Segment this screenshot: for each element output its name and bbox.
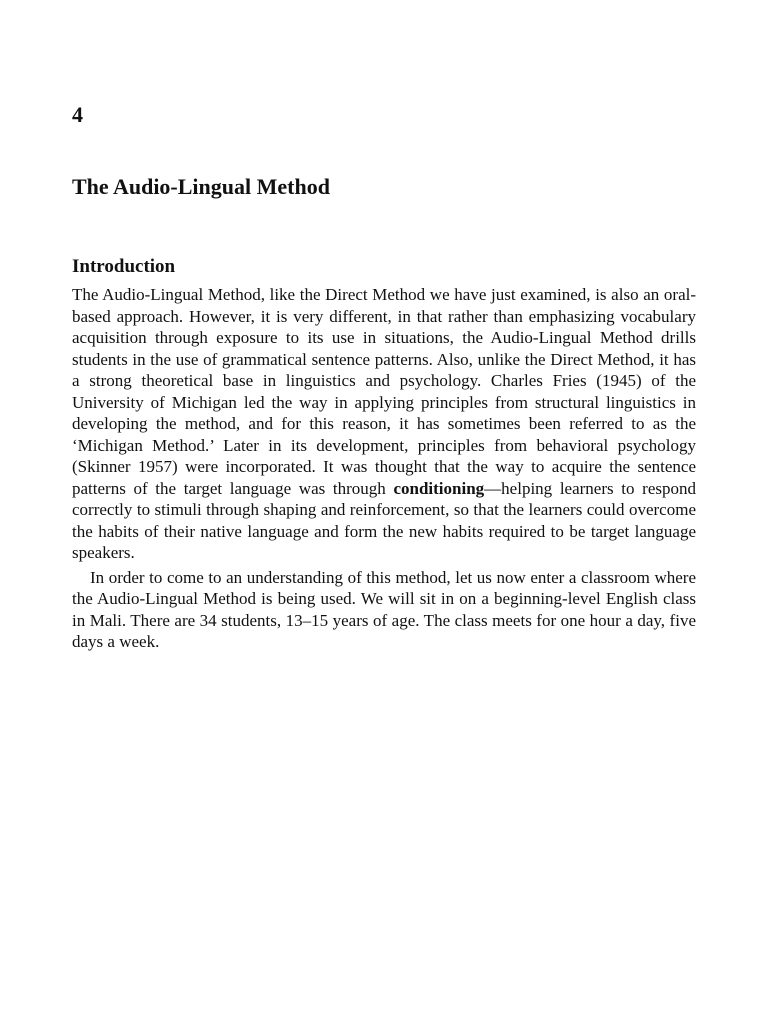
intro-paragraph-2: In order to come to an understanding of this method, let us now enter a classroom where the Audio-Lingual Method is being used. We will sit in on a beginning-level English class in Mali. There are 34 students, 13–15 years of age. The class meets for one hour a day, five days a week. xyxy=(72,567,696,651)
chapter-number: 4 xyxy=(72,102,83,127)
key-term-conditioning: conditioning xyxy=(393,478,485,498)
introduction-section xyxy=(72,254,696,653)
intro-paragraph-1 xyxy=(72,284,696,564)
paragraph-1-text-after: —helping learners to respond correctly to stimuli through shaping and reinforcement, so that the learners could overcome the habits of their native language and form the new habits required to be target language speakers. xyxy=(72,478,696,562)
paragraph-1-text-before: The Audio-Lingual Method, like the Direct Method we have just examined, is also an oral-based approach. However, it is very different, in that rather than emphasizing vocabulary acquisition through exposure to its use in situations, the Audio-Lingual Method drills students in the use of grammatical sentence patterns. Also, unlike the Direct Method, it has a strong theoretical base in linguistics and psychology. Charles Fries (1945) of the University of Michigan led the way in applying principles from structural linguistics in developing the method, and for this reason, it has sometimes been referred to as the ‘Michigan Method.’ Later in its development, principles from behavioral psychology (Skinner 1957) were incorporated. It was thought that the way to acquire the sentence patterns of the target language was through xyxy=(72,285,696,498)
chapter-title: The Audio-Lingual Method xyxy=(72,174,330,199)
section-heading: Introduction xyxy=(72,256,176,277)
